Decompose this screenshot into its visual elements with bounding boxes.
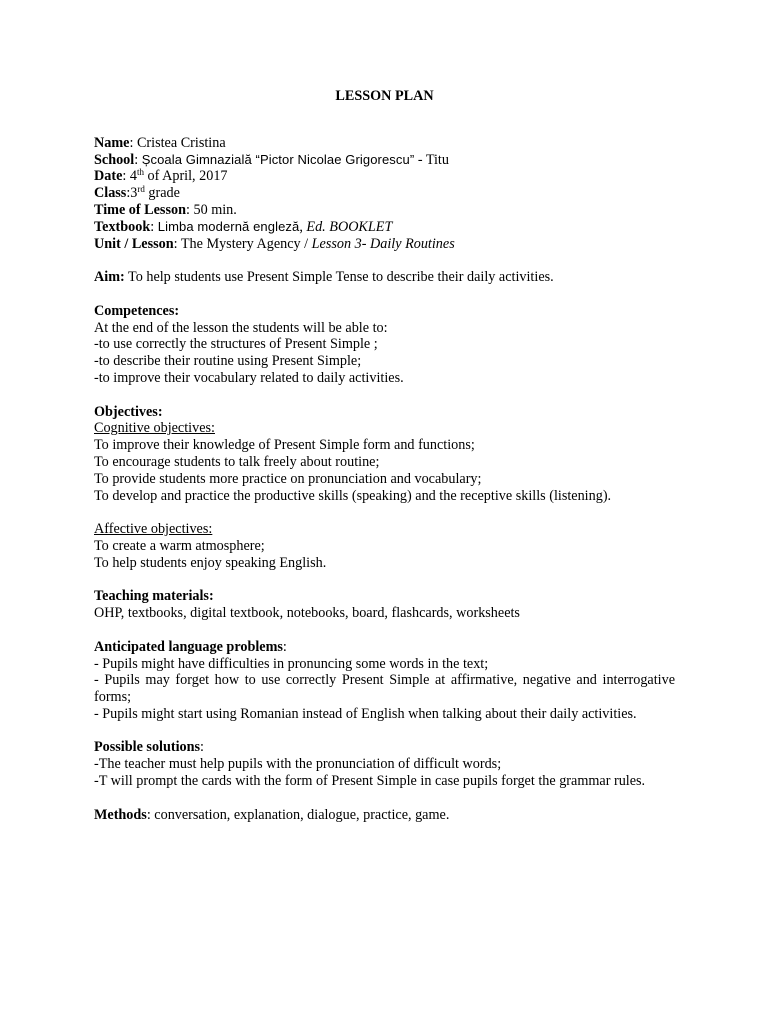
competence-item: -to improve their vocabulary related to daily activities. [94,369,404,386]
affective-objectives-heading: Affective objectives: [94,521,213,538]
name-line: Name: Cristea Cristina [94,134,226,151]
problem-item: - Pupils may forget how to use correctly Present Simple at affirmative, negative and interrogative forms; [94,672,675,706]
methods-label: Methods [94,806,147,823]
methods-line [94,807,675,824]
date-line: Date: 4th of April, 2017 [94,167,228,185]
class-line: Class:3rd grade [94,184,180,202]
date-sup: th [136,167,144,178]
school-suffix: - Titu [414,151,449,168]
materials-text: OHP, textbooks, digital textbook, notebooks, board, flashcards, worksheets [94,605,520,622]
class-sup: rd [137,184,145,195]
problems-heading: Anticipated language problems: [94,638,287,655]
solution-item: -The teacher must help pupils with the pronunciation of difficult words; [94,756,502,773]
class-rest: grade [144,185,180,202]
aim-line [94,269,675,286]
school-label: School [94,151,135,168]
competence-item: -to describe their routine using Present Simple; [94,353,362,370]
date-day: 4 [129,168,137,185]
objectives-heading: Objectives: [94,403,163,420]
materials-heading: Teaching materials: [94,588,214,605]
cognitive-objective-item: To develop and practice the productive skills (speaking) and the receptive skills (listening). [94,487,612,504]
unit-lesson: Lesson 3- Daily Routines [311,235,455,252]
problem-item: - Pupils might start using Romanian instead of English when talking about their daily activities. [94,705,637,722]
cognitive-objectives-heading: Cognitive objectives: [94,420,215,437]
methods-text: : conversation, explanation, dialogue, practice, game. [146,806,450,823]
date-label: Date [94,168,123,185]
affective-objective-item: To help students enjoy speaking English. [94,554,327,571]
time-value: 50 min. [193,201,237,218]
solution-item: -T will prompt the cards with the form of Present Simple in case pupils forget the grammar rules. [94,773,646,790]
page-title: LESSON PLAN [335,88,434,104]
competences-heading: Competences: [94,302,180,319]
name-value: Cristea Cristina [136,134,226,151]
time-label: Time of Lesson [94,201,186,218]
textbook-value: Limba modernă engleză [157,218,300,234]
name-label: Name [94,134,130,151]
textbook-label: Textbook [94,218,151,235]
competences-intro: At the end of the lesson the students will be able to: [94,319,388,336]
unit-label: Unit / Lesson [94,235,174,252]
unit-value: The Mystery Agency / [180,235,309,252]
cognitive-objective-item: To improve their knowledge of Present Simple form and functions; [94,437,475,454]
textbook-line: Textbook: Limba modernă engleză, Ed. BOOKLET [94,218,393,235]
lesson-plan-page [94,88,675,823]
problem-item: - Pupils might have difficulties in pronuncing some words in the text; [94,655,489,672]
cognitive-objective-item: To encourage students to talk freely about routine; [94,453,380,470]
class-num: 3 [130,185,138,202]
date-rest: of April, 2017 [143,168,228,185]
aim-label: Aim: [94,269,125,286]
school-value: Școala Gimnazială “Pictor Nicolae Grigorescu” [141,151,415,167]
time-line: Time of Lesson: 50 min. [94,201,237,218]
cognitive-objective-item: To provide students more practice on pronunciation and vocabulary; [94,470,482,487]
textbook-publisher: Ed. BOOKLET [306,218,393,235]
aim-text: To help students use Present Simple Tense to describe their daily activities. [128,269,554,286]
school-line: School: Școala Gimnazială “Pictor Nicolae Grigorescu” - Titu [94,151,449,168]
unit-line: Unit / Lesson: The Mystery Agency / Lesson 3- Daily Routines [94,235,455,252]
class-label: Class [94,185,127,202]
solutions-heading: Possible solutions: [94,739,204,756]
affective-objective-item: To create a warm atmosphere; [94,537,265,554]
competence-item: -to use correctly the structures of Present Simple ; [94,336,378,353]
